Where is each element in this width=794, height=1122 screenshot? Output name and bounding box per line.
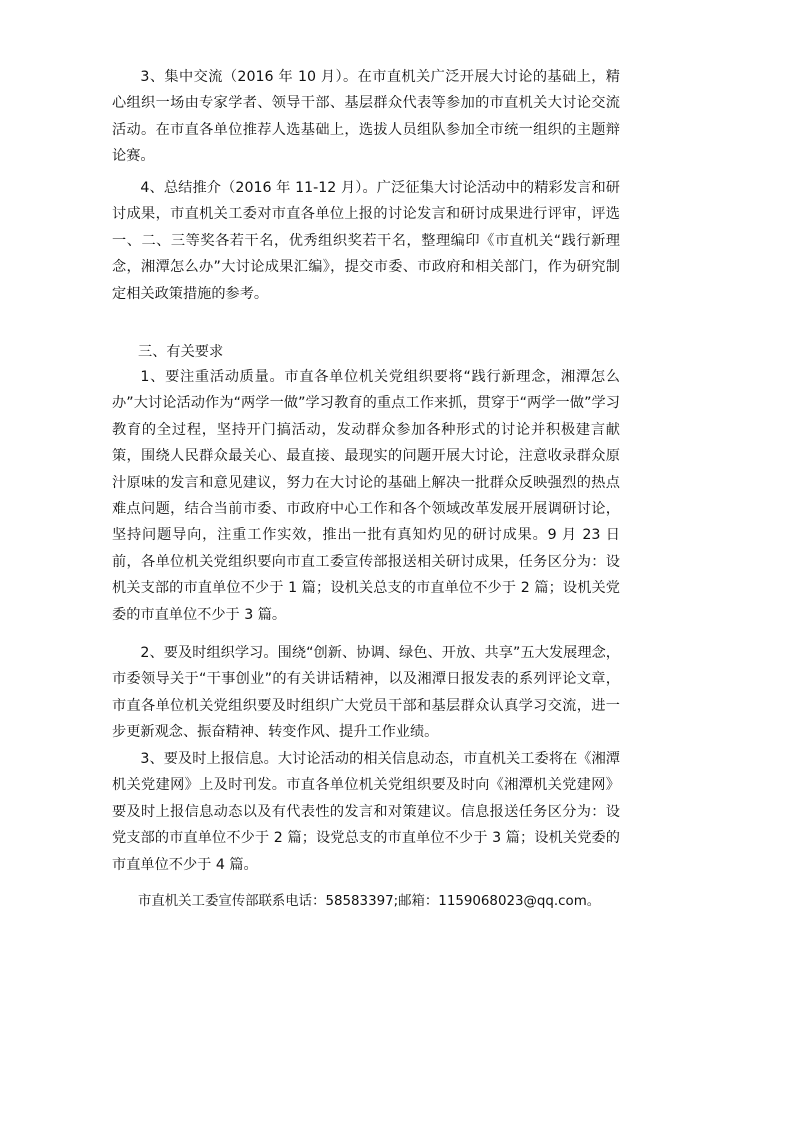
section-heading-requirements: 三、有关要求 — [138, 344, 224, 360]
paragraph-summary-promotion: 4、总结推介（2016 年 11-12 月）。广泛征集大讨论活动中的精彩发言和研讨成果，市直机关工委对市直各单位上报的讨论发言和研讨成果进行评审，评选一、二、三等奖各若干名，优秀组织奖若干名，整理编印《市直机关“践行新理念，湘潭怎么办”大讨论成果汇编》，提交市委、市政府和相关部门，作为研究制定相关政策措施的参考。 — [112, 180, 620, 302]
requirement-activity-quality: 1、要注重活动质量。市直各单位机关党组织要将“践行新理念，湘潭怎么办”大讨论活动作为“两学一做”学习教育的重点工作来抓，贯穿于“两学一做”学习教育的全过程，坚持开门搞活动，发动群众参加各种形式的讨论并积极建言献策，围绕人民群众最关心、最直接、最现实的问题开展大讨论，注意收录群众原汁原味的发言和意见建议，努力在大讨论的基础上解决一批群众反映强烈的热点难点问题，结合当前市委、市政府中心工作和各个领域改革发展开展调研讨论，坚持问题导向，注重工作实效，推出一批有真知灼见的研讨成果。9 月 23 日前，各单位机关党组织要向市直工委宣传部报送相关研讨成果，任务区分为：设机关支部的市直单位不少于 1 篇；设机关总支的市直单位不少于 2 篇；设机关党委的市直单位不少于 3 篇。 — [112, 369, 620, 623]
requirement-organize-study: 2、要及时组织学习。围绕“创新、协调、绿色、开放、共享”五大发展理念，市委领导关于“干事创业”的有关讲话精神，以及湘潭日报发表的系列评论文章，市直各单位机关党组织要及时组织广大党员干部和基层群众认真学习交流，进一步更新观念、振奋精神、转变作风、提升工作业绩。 — [112, 645, 620, 741]
requirement-report-information: 3、要及时上报信息。大讨论活动的相关信息动态，市直机关工委将在《湘潭机关党建网》上及时刊发。市直各单位机关党组织要及时向《湘潭机关党建网》要及时上报信息动态以及有代表性的发言和对策建议。信息报送任务区分为：设党支部的市直单位不少于 2 篇；设党总支的市直单位不少于 3 篇；设机关党委的市直单位不少于 4 篇。 — [112, 751, 620, 873]
contact-info: 市直机关工委宣传部联系电话：58583397;邮箱：1159068023@qq.com。 — [138, 894, 601, 909]
paragraph-concentrated-exchange: 3、集中交流（2016 年 10 月）。在市直机关广泛开展大讨论的基础上，精心组织一场由专家学者、领导干部、基层群众代表等参加的市直机关大讨论交流活动。在市直各单位推荐人选基础上，选拔人员组队参加全市统一组织的主题辩论赛。 — [112, 69, 620, 165]
